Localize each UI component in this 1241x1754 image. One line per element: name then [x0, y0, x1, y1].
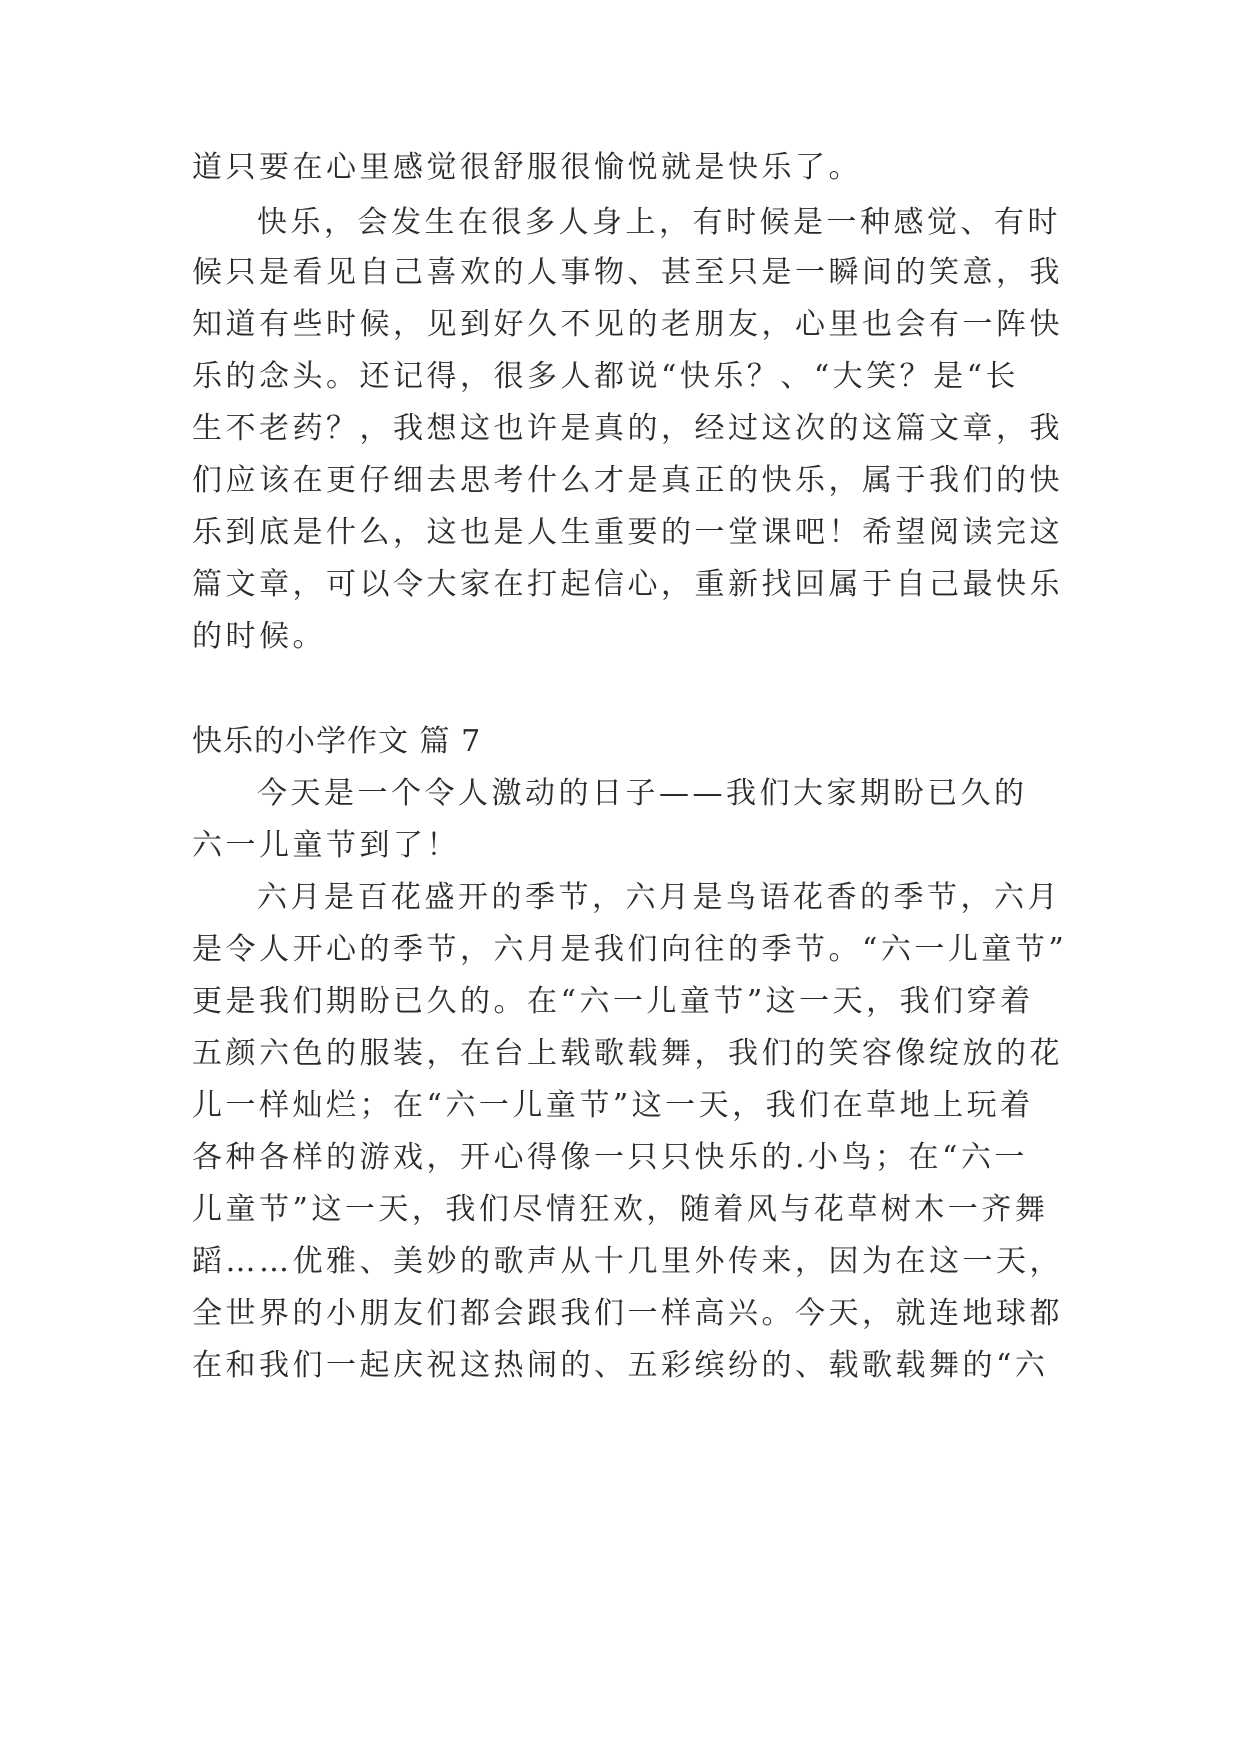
paragraph-line: 儿童节”这一天，我们尽情狂欢，随着风与花草树木一齐舞	[192, 1192, 1049, 1227]
section-heading: 快乐的小学作文 篇 7	[192, 724, 482, 759]
paragraph-line: 生不老药？，我想这也许是真的，经过这次的这篇文章，我	[192, 411, 1063, 446]
paragraph-line: 儿一样灿烂；在“六一儿童节”这一天，我们在草地上玩着	[192, 1088, 1034, 1123]
paragraph-line: 六一儿童节到了！	[192, 828, 460, 863]
paragraph-line: 是令人开心的季节，六月是我们向往的季节。“六一儿童节”	[192, 932, 1068, 967]
paragraph-line: 更是我们期盼已久的。在“六一儿童节”这一天，我们穿着	[192, 984, 1034, 1019]
paragraph-line: 全世界的小朋友们都会跟我们一样高兴。今天，就连地球都	[192, 1296, 1063, 1331]
paragraph-line: 们应该在更仔细去思考什么才是真正的快乐，属于我们的快	[192, 463, 1063, 498]
paragraph-line: 候只是看见自己喜欢的人事物、甚至只是一瞬间的笑意，我	[192, 255, 1063, 290]
paragraph-line: 道只要在心里感觉很舒服很愉悦就是快乐了。	[192, 150, 862, 185]
paragraph-line: 快乐，会发生在很多人身上，有时候是一种感觉、有时	[257, 205, 1061, 240]
paragraph-line: 各种各样的游戏，开心得像一只只快乐的.小鸟；在“六一	[192, 1140, 1028, 1175]
paragraph-line: 知道有些时候，见到好久不见的老朋友，心里也会有一阵快	[192, 307, 1063, 342]
paragraph-line: 篇文章，可以令大家在打起信心，重新找回属于自己最快乐	[192, 567, 1063, 602]
paragraph-line: 乐的念头。还记得，很多人都说“快乐？、“大笑？是“长	[192, 359, 1020, 394]
paragraph-line: 六月是百花盛开的季节，六月是鸟语花香的季节，六月	[257, 880, 1061, 915]
paragraph-line: 五颜六色的服装，在台上载歌载舞，我们的笑容像绽放的花	[192, 1036, 1063, 1071]
paragraph-line: 的时候。	[192, 619, 326, 654]
paragraph-line: 乐到底是什么，这也是人生重要的一堂课吧！希望阅读完这	[192, 515, 1063, 550]
paragraph-line: 蹈……优雅、美妙的歌声从十几里外传来，因为在这一天，	[192, 1244, 1063, 1279]
paragraph-line: 今天是一个令人激动的日子——我们大家期盼已久的	[257, 776, 1028, 811]
paragraph-line: 在和我们一起庆祝这热闹的、五彩缤纷的、载歌载舞的“六	[192, 1348, 1049, 1383]
